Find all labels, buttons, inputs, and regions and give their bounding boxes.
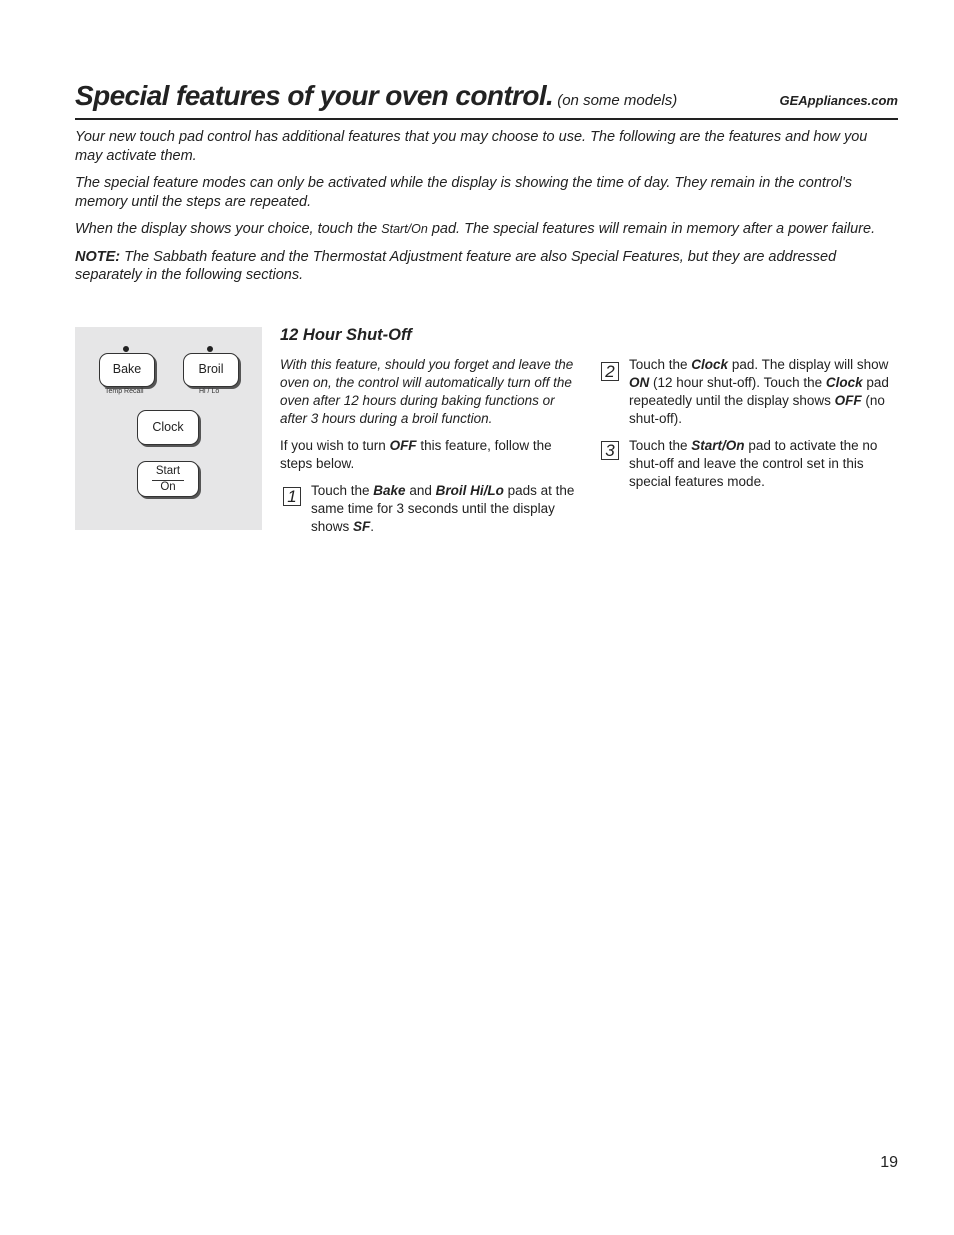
- s1-t1: Touch the: [311, 483, 374, 498]
- s2-t1: Touch the: [629, 357, 692, 372]
- control-panel-illustration: [75, 327, 262, 530]
- page-number: 19: [880, 1154, 898, 1171]
- s1-sf: SF: [353, 519, 371, 534]
- s3-start-on: Start/On: [691, 438, 745, 453]
- intro-p3-text: When the display shows your choice, touch the: [75, 221, 382, 237]
- s3-t2: pad to activate the no shut-off and leave the control set in this special features mode.: [629, 438, 878, 489]
- start-on-pad: [137, 461, 199, 497]
- page-title: [75, 80, 677, 112]
- section-lead: With this feature, should you forget and leave the oven on, the control will automatically turn off the oven after 12 hours during baking functions or after 3 hours during a broil function.: [280, 357, 574, 426]
- clock-pad: [137, 410, 199, 445]
- step-1: [311, 482, 581, 536]
- bake-indicator-dot: [123, 346, 129, 352]
- broil-pad-label: Broil: [198, 362, 224, 376]
- on-label: On: [160, 481, 176, 493]
- s1-t4: .: [370, 519, 375, 534]
- step-2: [629, 356, 899, 428]
- temp-recall-label: Temp Recall: [105, 388, 144, 395]
- s2-t4: pad repeatedly until the display shows: [629, 375, 889, 408]
- section-paragraph-2: [280, 437, 580, 473]
- section-title: 12 Hour Shut-Off: [280, 326, 412, 344]
- s2-clock-2: Clock: [825, 375, 863, 390]
- step-number-3: 3: [601, 441, 619, 460]
- s3-t1: Touch the: [629, 438, 692, 453]
- bake-pad: [99, 353, 155, 387]
- intro-text: [75, 128, 898, 294]
- title-subtitle: (on some models): [557, 92, 678, 109]
- website-link[interactable]: GEAppliances.com: [779, 93, 898, 108]
- p2-text-end: this feature, follow the steps below.: [280, 438, 552, 471]
- s2-t3: (12 hour shut-off). Touch the: [649, 375, 826, 390]
- s2-clock: Clock: [691, 357, 729, 372]
- s1-t3: pads at the same time for 3 seconds until the display shows: [311, 483, 575, 534]
- note-text: The Sabbath feature and the Thermostat Adjustment feature are also Special Features, but they are addressed separately in the following sections.: [75, 248, 837, 283]
- off-emphasis: OFF: [389, 438, 417, 453]
- step-number-2: 2: [601, 362, 619, 381]
- intro-paragraph-3: [75, 220, 898, 239]
- s2-t2: pad. The display will show: [728, 357, 889, 372]
- start-on-pad-ref: Start/On: [381, 222, 428, 236]
- p2-text: If you wish to turn: [280, 438, 390, 453]
- s1-t2: and: [405, 483, 436, 498]
- note-label: NOTE:: [75, 248, 121, 265]
- start-label: Start: [155, 465, 181, 477]
- note-paragraph: [75, 248, 898, 285]
- s1-broil: Broil Hi/Lo: [435, 483, 504, 498]
- page-header: [75, 80, 898, 120]
- intro-paragraph-2: The special feature modes can only be activated while the display is showing the time of day. They remain in the control's memory until the steps are repeated.: [75, 175, 853, 210]
- bake-pad-label: Bake: [112, 362, 142, 376]
- s2-on: ON: [629, 375, 650, 390]
- step-3: [629, 437, 899, 491]
- title-text: Special features of your oven control.: [75, 80, 554, 111]
- intro-paragraph-1: Your new touch pad control has additional features that you may choose to use. The following are the features and how you may activate them.: [75, 129, 868, 164]
- clock-pad-label: Clock: [152, 420, 184, 434]
- s2-off: OFF: [834, 393, 862, 408]
- s2-t5: (no shut-off).: [629, 393, 885, 426]
- broil-indicator-dot: [207, 346, 213, 352]
- section-body: [280, 356, 580, 473]
- intro-p3-text-end: pad. The special features will remain in memory after a power failure.: [427, 221, 876, 237]
- hi-lo-label: Hi / Lo: [199, 388, 220, 395]
- s1-bake: Bake: [373, 483, 406, 498]
- step-number-1: 1: [283, 487, 301, 506]
- broil-pad: [183, 353, 239, 387]
